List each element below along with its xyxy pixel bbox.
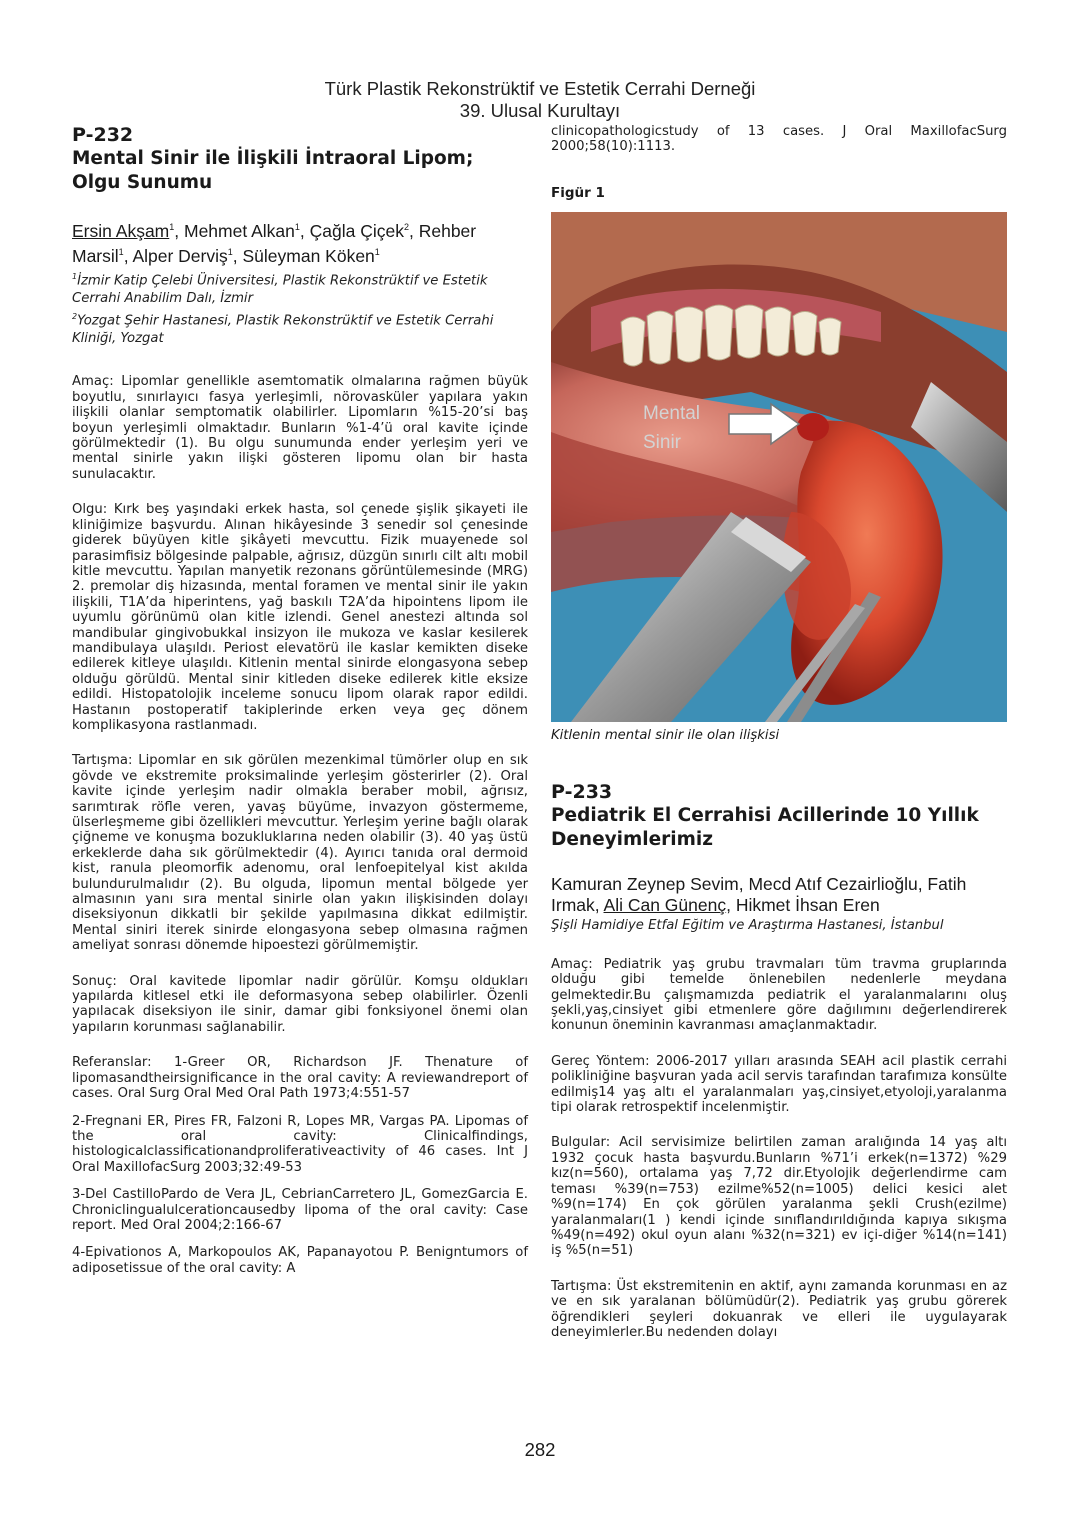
- title-line: Pediatrik El Cerrahisi Acillerinde 10 Yıllık: [551, 804, 979, 826]
- abstract-title: [72, 147, 528, 195]
- reference-4: 4-Epivationos A, Markopoulos AK, Papanayotou P. Benigntumors of adiposetissue of the oral cavity: A: [72, 1245, 528, 1276]
- section-tartisma: Tartışma: Üst ekstremitenin en aktif, aynı zamanda korunması en az ve en sık yaralanan bölümüdür(2). Pediatrik yaş grubu görerek öğrendikleri şeyleri dokuanrak ve elleri ile uygulayarak deneyimlerler.Bu nedenden dolayı: [551, 1278, 1007, 1340]
- abstract-title: [551, 804, 1007, 852]
- author-list: Kamuran Zeynep Sevim, Mecd Atıf Cezairlioğlu, Fatih Irmak, Ali Can Günenç, Hikmet İhsan Eren: [551, 873, 967, 916]
- affiliation: $^2$Yozgat Şehir Hastanesi, Plastik Rekonstrüktif ve Estetik Cerrahi Kliniği, Yozgat: [72, 312, 494, 347]
- title-line: Olgu Sunumu: [72, 172, 213, 193]
- reference-3: 3-Del CastilloPardo de Vera JL, CebrianCarretero JL, GomezGarcia E. Chroniclingualulcerationcausedby lipoma of the oral cavity: Case report. Med Oral 2004;2:166-67: [72, 1187, 528, 1233]
- affiliation: Şişli Hamidiye Etfal Eğitim ve Araştırma Hastanesi, İstanbul: [551, 917, 944, 933]
- right-column: [551, 124, 1007, 1340]
- section-bulgular: Bulgular: Acil servisimize belirtilen zaman aralığında 14 yaş altı 1932 çocuk hasta başvurdu.Bunların %71’i erkek(n=1372) %29 kız(n=560), ortalama yaş 7,72 dir.Etyolojik değerlendirme cam teması %39(n=753) ezilme%52(n=1005) delici kesici alet %9(n=174) En çok görülen yaralanma şekli Crush(ezilme) yaralanmaları(1 ) kendi içinde sınıflandırıldığında kapıya sıkışma %49(n=492) okul oyun alanı %32(n=321) ev içi-diğer %14(n=141) iş %5(n=51): [551, 1135, 1007, 1259]
- page-number: 282: [524, 1439, 556, 1460]
- section-tartisma: Tartışma: Lipomlar en sık görülen mezenkimal tümörler olup en sık gövde ve ekstremite proksimalinde yerleşim gösterirler (2). Oral kavite içinde yerleşim nadir olmakla beraber mobil, ağrısız, sarımtırak röfle veren, yavaş büyüme, invazyon göstermeme, ülserleşmeme gibi özellikleri mevcuttur. Yerleşim yerine bağlı olarak çiğneme ve konuşma bozukluklarına neden olabilir (3). 40 yaş üstü erkeklerde daha sık görülmektedir (4). Ayırıcı tanıda oral dermoid kist, ranula pleomorfik adenomu, oral lenfoepitelyal kist akılda bulundurulmalıdır (2). Bu olguda, lipomun mental bölgede yer almasının yanı sıra mental sinirle olan yakın ilişkisinden dolayı diseksiyonun dikkatli bir şekilde yapılmasına dikkat edilmiştir. Mental siniri iterek sinirde elongasyona sebep olmasına rağmen ameliyat sonrası dönemde hipoestezi görülmemiştir.: [72, 753, 528, 954]
- affiliation: $^1$İzmir Katip Çelebi Üniversitesi, Plastik Rekonstrüktif ve Estetik Cerrahi Anabilim Dalı, İzmir: [72, 271, 488, 307]
- presenting-author: Ali Can Günenç: [603, 895, 727, 916]
- abstract-code: P-233: [551, 780, 613, 803]
- reference-2: 2-Fregnani ER, Pires FR, Falzoni R, Lopes MR, Vargas PA. Lipomas of the oral cavity: Clinicalfindings, histologicalclassificationandproliferativeactivity of 46 cases. Int J Oral MaxillofacSurg 2003;32:49-53: [72, 1113, 528, 1175]
- figure-text-sinir: Sinir: [643, 431, 682, 453]
- figure-text-mental: Mental: [643, 402, 701, 424]
- title-line: Mental Sinir ile İlişkili İntraoral Lipom;: [72, 148, 474, 169]
- abstract-code: P-232: [72, 124, 134, 146]
- left-column: [72, 124, 528, 1276]
- page-header: [0, 78, 1080, 122]
- intraoral-surgery-image: [551, 212, 1007, 722]
- section-gerec-yontem: Gereç Yöntem: 2006-2017 yılları arasında SEAH acil plastik cerrahi polikliniğine başvuran yada acil servis tarafından tarafımıza konsülte edilmiş14 yaş altı el yaralanmaları yaş,cinsiyet,etyoloji,yaralanma tipi olarak retrospektif incelenmiştir.: [551, 1053, 1007, 1116]
- header-society: Türk Plastik Rekonstrüktif ve Estetik Cerrahi Derneği: [324, 78, 756, 99]
- clinical-photo: [551, 212, 1007, 722]
- reference-4-continued: clinicopathologicstudy of 13 cases. J Oral MaxillofacSurg 2000;58(10):1113.: [551, 124, 1007, 155]
- title-line: Deneyimlerimiz: [551, 828, 714, 850]
- header-congress: 39. Ulusal Kurultayı: [459, 100, 621, 121]
- section-amac: Amaç: Pediatrik yaş grubu travmaları tüm travma gruplarında olduğu gibi temelde önlenebilen nedenlerle meydana gelmektedir.Bu çalışmamızda pediatrik el yaralanmalarını oluş şekli,yaş,cinsiyet gibi etmenlere göre dağılımını değerlendirerek konunun öneminin kavranması amaçlanmaktadır.: [551, 956, 1007, 1034]
- section-olgu: Olgu: Kırk beş yaşındaki erkek hasta, sol çenede şişlik şikayeti ile kliniğimize başvurdu. Alınan hikâyesinde 3 senedir sol çenesinde giderek büyüyen kitle şikâyeti mevcuttu. Fizik muayenede sol parasimfisiz bölgesinde palpable, ağrısız, düzgün sınırlı cilt altı mobil kitle mevcuttu. Yapılan manyetik rezonans görüntülemesinde (MRG) 2. premolar diş hizasında, mental foramen ve mental sinir ile yakın ilişkili, T1A’da hiperintens, yağ baskılı T2A’da hipointens lipom ile uyumlu görünümü olan kitle izlendi. Genel anestezi altında sol mandibular gingivobukkal insizyon ile mukoza ve kaslar kesilerek mandibulaya ulaşıldı. Periost elevatörü ile kaslar kemikten diseke edilerek kitleye ulaşıldı. Kitlenin mental sinirde elongasyona sebep olduğu görüldü. Mental sinir kitleden diseke edilerek kitle eksize edildi. Histopatolojik inceleme sonucu lipom olarak rapor edildi. Hastanın postoperatif takiplerinde erken veya geç dönem komplikasyona rastlanmadı.: [72, 502, 528, 733]
- presenting-author: Ersin Akşam: [72, 220, 170, 241]
- author-list: Ersin Akşam$^1$, Mehmet Alkan$^1$, Çağla Çiçek$^2$, Rehber Marsil$^1$, Alper Derviş$^1$, Süleyman Köken$^1$: [72, 220, 477, 267]
- figure-label: Figür 1: [551, 184, 605, 201]
- reference-1: Referanslar: 1-Greer OR, Richardson JF. Thenature of lipomasandtheirsignificance in the oral cavity: A reviewandreport of cases. Oral Surg Oral Med Oral Path 1973;4:551-57: [72, 1055, 528, 1102]
- figure-caption: Kitlenin mental sinir ile olan ilişkisi: [551, 727, 780, 743]
- section-sonuc: Sonuç: Oral kavitede lipomlar nadir görülür. Komşu oldukları yapılarda kitlesel etki ile deformasyona sebep olabilirler. Özenli yapılacak diseksiyon ile sinir, damar gibi fonksiyonel önemi olan yapıların korunması sağlanabilir.: [72, 973, 528, 1035]
- section-amac: Amaç: Lipomlar genellikle asemtomatik olmalarına rağmen büyük boyutlu, sınırlayıcı fasya yerleşimli, nörovasküler yapılara yakın ilişkili olanlar semptomatik olabilirler. Lipomların %15-20’si baş boyun yerleşimli olmaktadır. Bunların %1-4’ü oral kavite içinde görülmektedir (1). Bu olgu sunumunda ender yerleşim yeri ve mental sinirle yakın ilişki gösteren lipomu olan bir hasta sunulacaktır.: [72, 374, 528, 482]
